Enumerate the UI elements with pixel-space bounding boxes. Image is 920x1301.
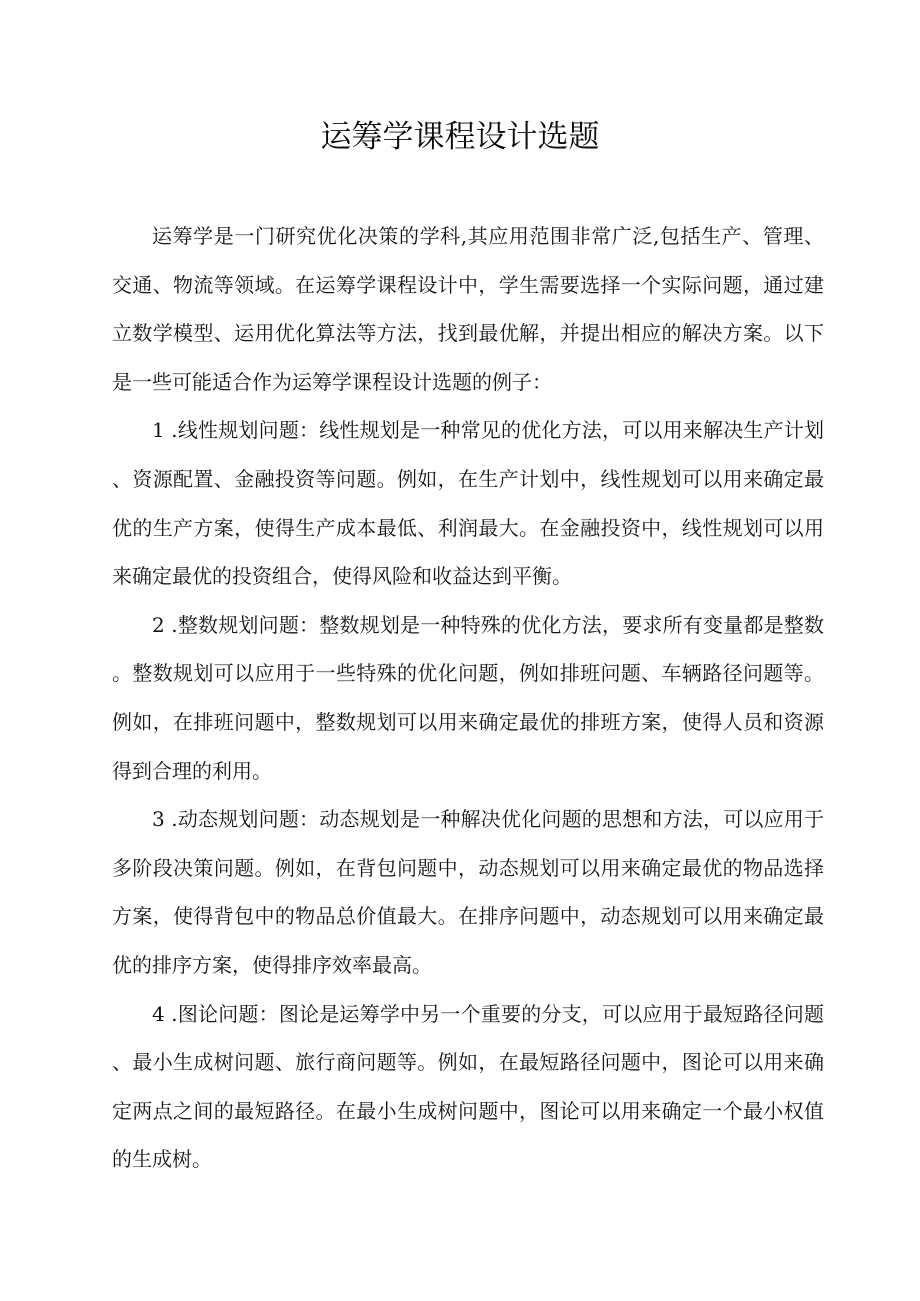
paragraph-linear-programming: 1 .线性规划问题：线性规划是一种常见的优化方法，可以用来解决生产计划、资源配置、金融投资等问题。例如，在生产计划中，线性规划可以用来确定最优的生产方案，使得生产成本最低、利润最大。在金融投资中，线性规划可以用来确定最优的投资组合，使得风险和收益达到平衡。 bbox=[112, 418, 824, 589]
paragraph-integer-programming: 2 .整数规划问题：整数规划是一种特殊的优化方法，要求所有变量都是整数。整数规划可以应用于一些特殊的优化问题，例如排班问题、车辆路径问题等。例如，在排班问题中，整数规划可以用来确定最优的排班方案，使得人员和资源得到合理的利用。 bbox=[112, 612, 824, 783]
paragraph-graph-theory: 4 .图论问题：图论是运筹学中另一个重要的分支，可以应用于最短路径问题、最小生成树问题、旅行商问题等。例如，在最短路径问题中，图论可以用来确定两点之间的最短路径。在最小生成树问题中，图论可以用来确定一个最小权值的生成树。 bbox=[112, 1001, 824, 1172]
intro-paragraph: 运筹学是一门研究优化决策的学科,其应用范围非常广泛,包括生产、管理、交通、物流等领域。在运筹学课程设计中，学生需要选择一个实际问题，通过建立数学模型、运用优化算法等方法，找到最优解，并提出相应的解决方案。以下是一些可能适合作为运筹学课程设计选题的例子： bbox=[112, 224, 824, 394]
paragraph-dynamic-programming: 3 .动态规划问题：动态规划是一种解决优化问题的思想和方法，可以应用于多阶段决策问题。例如，在背包问题中，动态规划可以用来确定最优的物品选择方案，使得背包中的物品总价值最大。在排序问题中，动态规划可以用来确定最优的排序方案，使得排序效率最高。 bbox=[112, 807, 824, 977]
page-title: 运筹学课程设计选题 bbox=[320, 119, 600, 155]
document-body bbox=[112, 212, 824, 1184]
